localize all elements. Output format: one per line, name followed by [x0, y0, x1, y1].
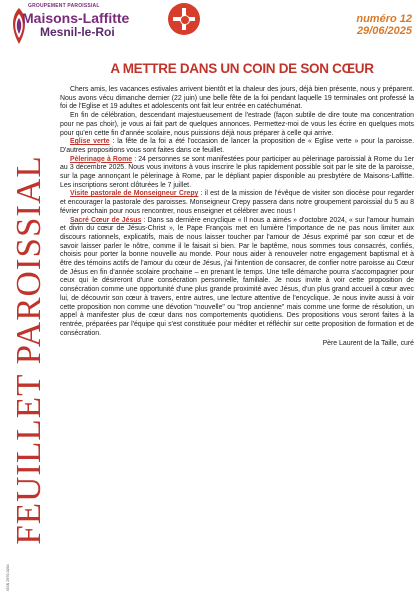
visite-text: : il est de la mission de l'évêque de visiter son diocèse pour regarder et encourager la pastorale des paroisses. Monseigneur Crepy passera dans notre groupement paroissial du 5 au 8 février prochain pour nous rencontrer, nous enseigner et célébrer avec nous !: [60, 190, 414, 215]
signature: Père Laurent de la Taille, curé: [322, 340, 414, 348]
paragraph-eglise-verte: [60, 138, 414, 155]
issue-number: numéro 12: [356, 13, 412, 25]
paragraph-visite: [60, 190, 414, 216]
issue-date: 29/06/2025: [356, 25, 412, 37]
eglise-verte-text: : la fête de la foi a été l'occasion de lancer la proposition de « Eglise verte » pour la paroisse. D'autres propositions vous sont faites dans ce feuillet.: [60, 138, 414, 154]
paragraph-announcements: En fin de célébration, descendant majestueusement de l'estrade (façon subtile de dire toute ma concentration pour ne pas choir), je vous ai fait part de quelques annonces. Permettez-moi de vous les écrire en quelques mots pour qu'en cette fin d'année scolaire, nous puissions déjà nous préparer à celle qui arrive.: [60, 112, 414, 137]
issn-number: ISSN 2970-0264: [6, 564, 10, 591]
cross-logo-icon: [168, 3, 200, 35]
town-name-primary: Maisons-Laffitte: [22, 10, 130, 26]
paragraph-intro: Chers amis, les vacances estivales arrivent bientôt et la chaleur des jours, déjà bien présente, nous y préparent. Nous avons vécu dimanche dernier (22 juin) une belle fête de la foi pendant laquelle 19 terminales ont professé la foi de l'Eglise et 19 adultes et adolescents ont fait leur entrée en catéchuménat.: [60, 86, 414, 111]
town-name-secondary: Mesnil-le-Roi: [40, 25, 115, 39]
article-body: [60, 86, 414, 349]
side-banner: [8, 110, 50, 590]
paragraph-rome: [60, 156, 414, 191]
rome-label: Pèlerinage à Rome: [70, 155, 133, 163]
group-label: GROUPEMENT PAROISSIAL: [28, 3, 100, 9]
visite-label: Visite pastorale de Monseigneur Crepy: [70, 190, 199, 198]
paragraph-sacre-coeur: [60, 217, 414, 339]
article-title: A METTRE DANS UN COIN DE SON CŒUR: [110, 61, 374, 76]
issn-box: [6, 551, 16, 591]
sacre-coeur-text: : Dans sa dernière encyclique « Il nous a aimés » d'octobre 2024, « sur l'amour humain et divin du cœur de Jésus-Christ », le Pape François met en lumière l'importance de ne pas nous limiter aux discours rationnels, explicatifs, mais de nous laisser toucher par l'amour de Jésus exprimé par son cœur et de savoir laisser parler le nôtre, comme il le faisait si bien. Par le baptême, nous sommes tous consacrés, confiés, choisis pour porter la bonne nouvelle au monde. Pour nous aider à renouveler notre engagement baptismal et à être des témoins actifs de l'amour du cœur de Jésus, j'ai l'intention de consacrer, de confier notre paroisse au Cœur de Jésus en fin d'année scolaire prochaine – en prenant le temps. Une telle démarche pourra s'accompagner pour ceux qui le désireront d'une consécration personnelle, familiale. Je nous invite à voir cette proposition de consécration comme une opportunité d'une plus grande proximité avec Jésus, d'un plus grand accueil à cœur avec lui, de découvrir son cœur à travers, entre autres, une lecture attentive de l'encyclique. Je nous invite aussi à voir cette proposition non comme une dévotion "nouvelle" ou "trop ancienne" mais comme une forme de résolution, un appel à manifester plus de cœur dans nos comportements quotidiens. Des propositions vous seront faites à la rentrée, préparées par l'équipe qui s'est constituée pour méditer et réfléchir sur cette proposition de formation et de consécration.: [60, 216, 415, 337]
eglise-verte-label: Eglise verte: [70, 138, 110, 146]
side-title: FEUILLET PAROISSIAL: [9, 155, 48, 545]
header: [0, 0, 420, 62]
rome-text: : 24 personnes se sont manifestées pour participer au pèlerinage paroissial à Rome du 1er au 3 décembre 2025. Nous vous invitons à vous inscrire le plus rapidement possible soit par le site de la paroisse, sur la page annonçant le pèlerinage à Rome, par le dépliant papier disponible au presbytère de Maisons-Laffitte. Les inscriptions seront clôturées le 7 juillet.: [60, 155, 414, 189]
sacre-coeur-label: Sacré Cœur de Jésus: [70, 216, 142, 224]
